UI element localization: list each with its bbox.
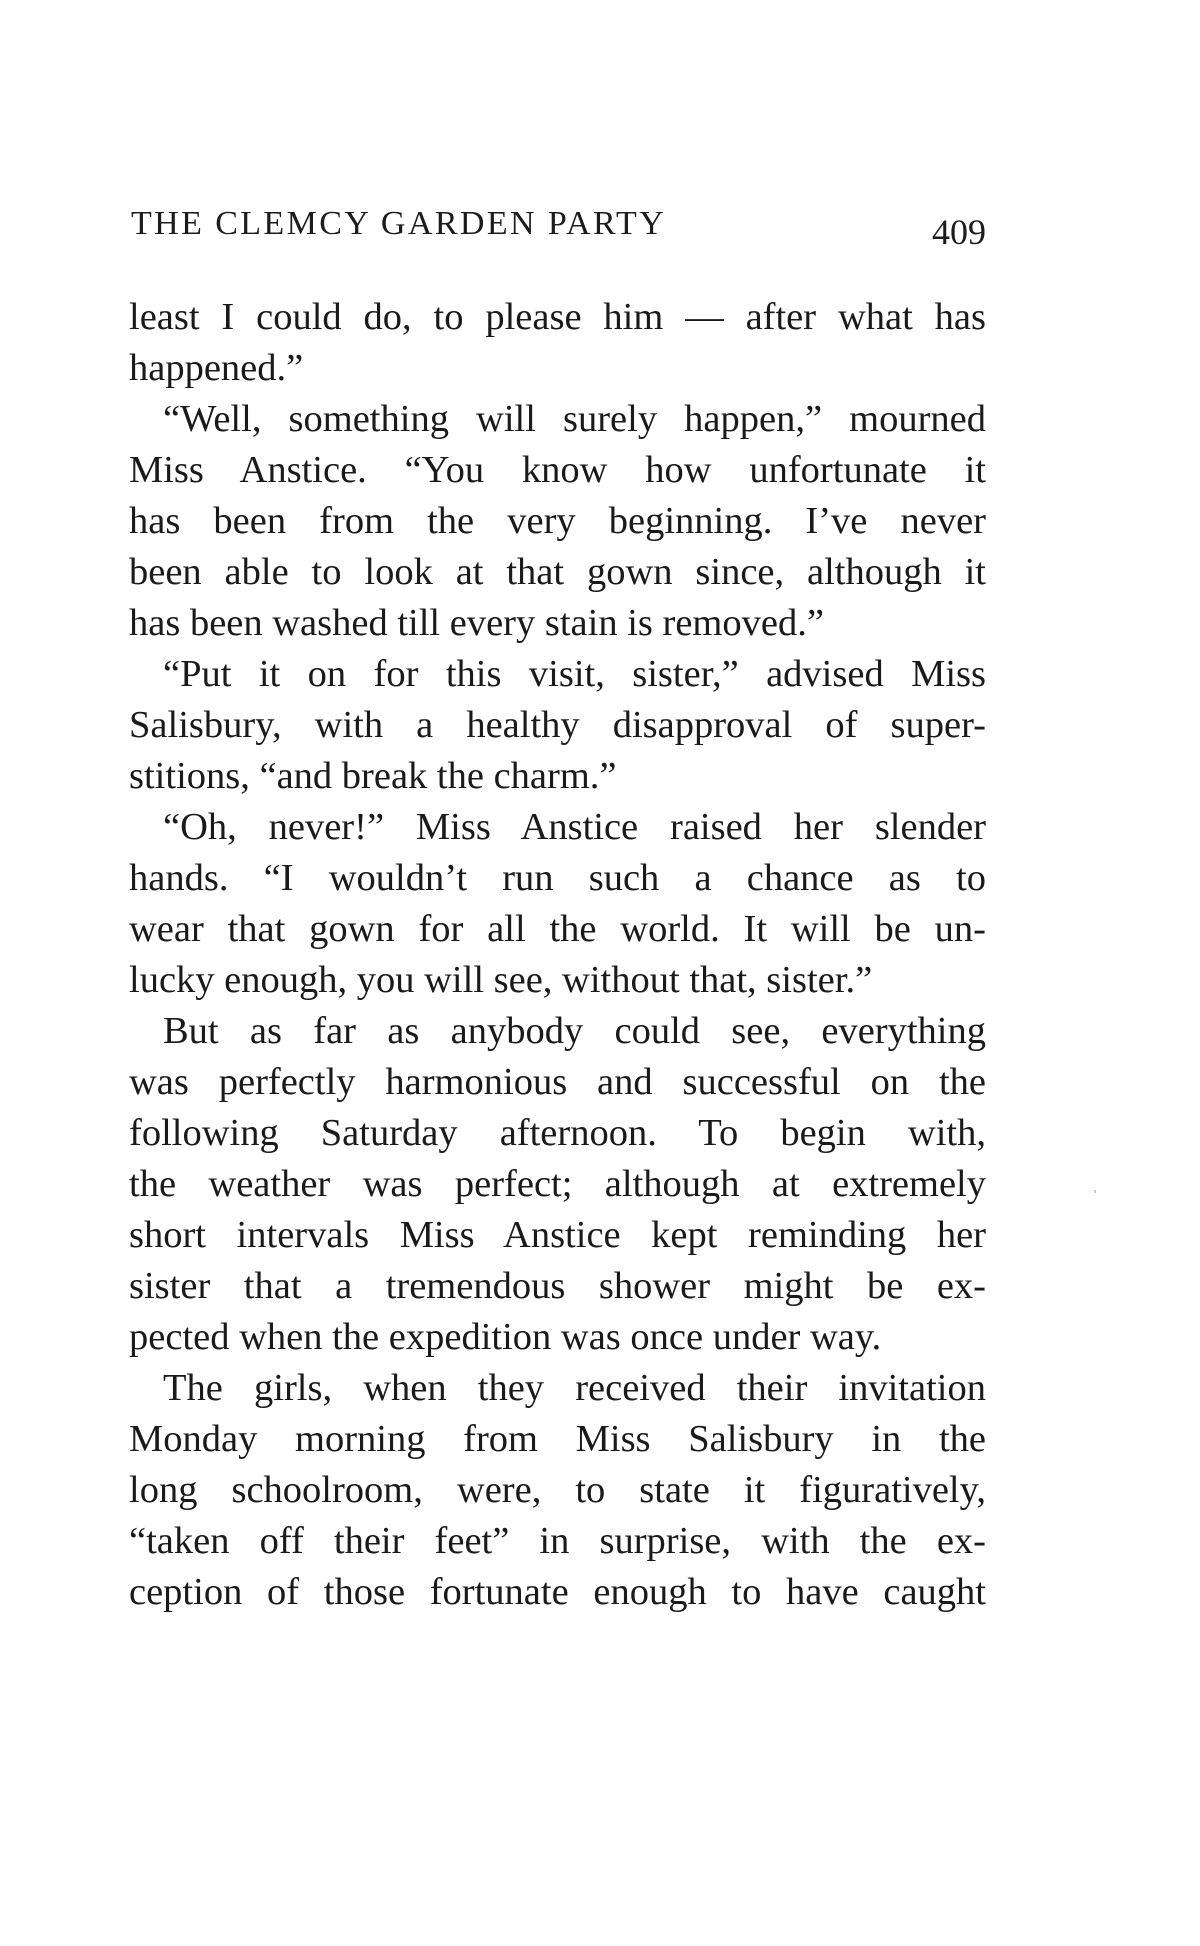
text-line: wear that gown for all the world. It will be un- (129, 908, 986, 950)
text-line: has been from the very beginning. I’ve never (129, 500, 986, 542)
scan-speck (1094, 1190, 1096, 1193)
text-line: least I could do, to please him — after what has (129, 296, 986, 338)
text-line: pected when the expedition was once under way. (129, 1316, 882, 1358)
text-line: has been washed till every stain is removed.” (129, 602, 824, 644)
body-text (129, 292, 986, 1618)
text-line: But as far as anybody could see, everything (163, 1010, 986, 1052)
text-line: “Put it on for this visit, sister,” advised Miss (163, 653, 986, 695)
text-line: “Well, something will surely happen,” mourned (163, 398, 986, 440)
text-line: happened.” (129, 347, 304, 389)
text-line: long schoolroom, were, to state it figuratively, (129, 1469, 986, 1511)
running-head (131, 205, 986, 255)
text-line: sister that a tremendous shower might be ex- (129, 1265, 986, 1307)
text-line: “taken off their feet” in surprise, with the ex- (129, 1520, 986, 1562)
text-line: was perfectly harmonious and successful on the (129, 1061, 986, 1103)
text-line: ception of those fortunate enough to have caught (129, 1571, 986, 1613)
text-line: stitions, “and break the charm.” (129, 755, 617, 797)
text-line: The girls, when they received their invitation (163, 1367, 986, 1409)
text-line: hands. “I wouldn’t run such a chance as to (129, 857, 986, 899)
page-number: 409 (932, 212, 986, 252)
text-line: Miss Anstice. “You know how unfortunate it (129, 449, 986, 491)
text-line: been able to look at that gown since, although it (129, 551, 986, 593)
running-title: THE CLEMCY GARDEN PARTY (131, 205, 667, 242)
text-line: “Oh, never!” Miss Anstice raised her slender (163, 806, 986, 848)
text-line: following Saturday afternoon. To begin with, (129, 1112, 986, 1154)
text-line: the weather was perfect; although at extremely (129, 1163, 986, 1205)
text-line: Salisbury, with a healthy disapproval of super- (129, 704, 986, 746)
text-line: lucky enough, you will see, without that, sister.” (129, 959, 873, 1001)
text-line: Monday morning from Miss Salisbury in the (129, 1418, 986, 1460)
text-line: short intervals Miss Anstice kept reminding her (129, 1214, 986, 1256)
